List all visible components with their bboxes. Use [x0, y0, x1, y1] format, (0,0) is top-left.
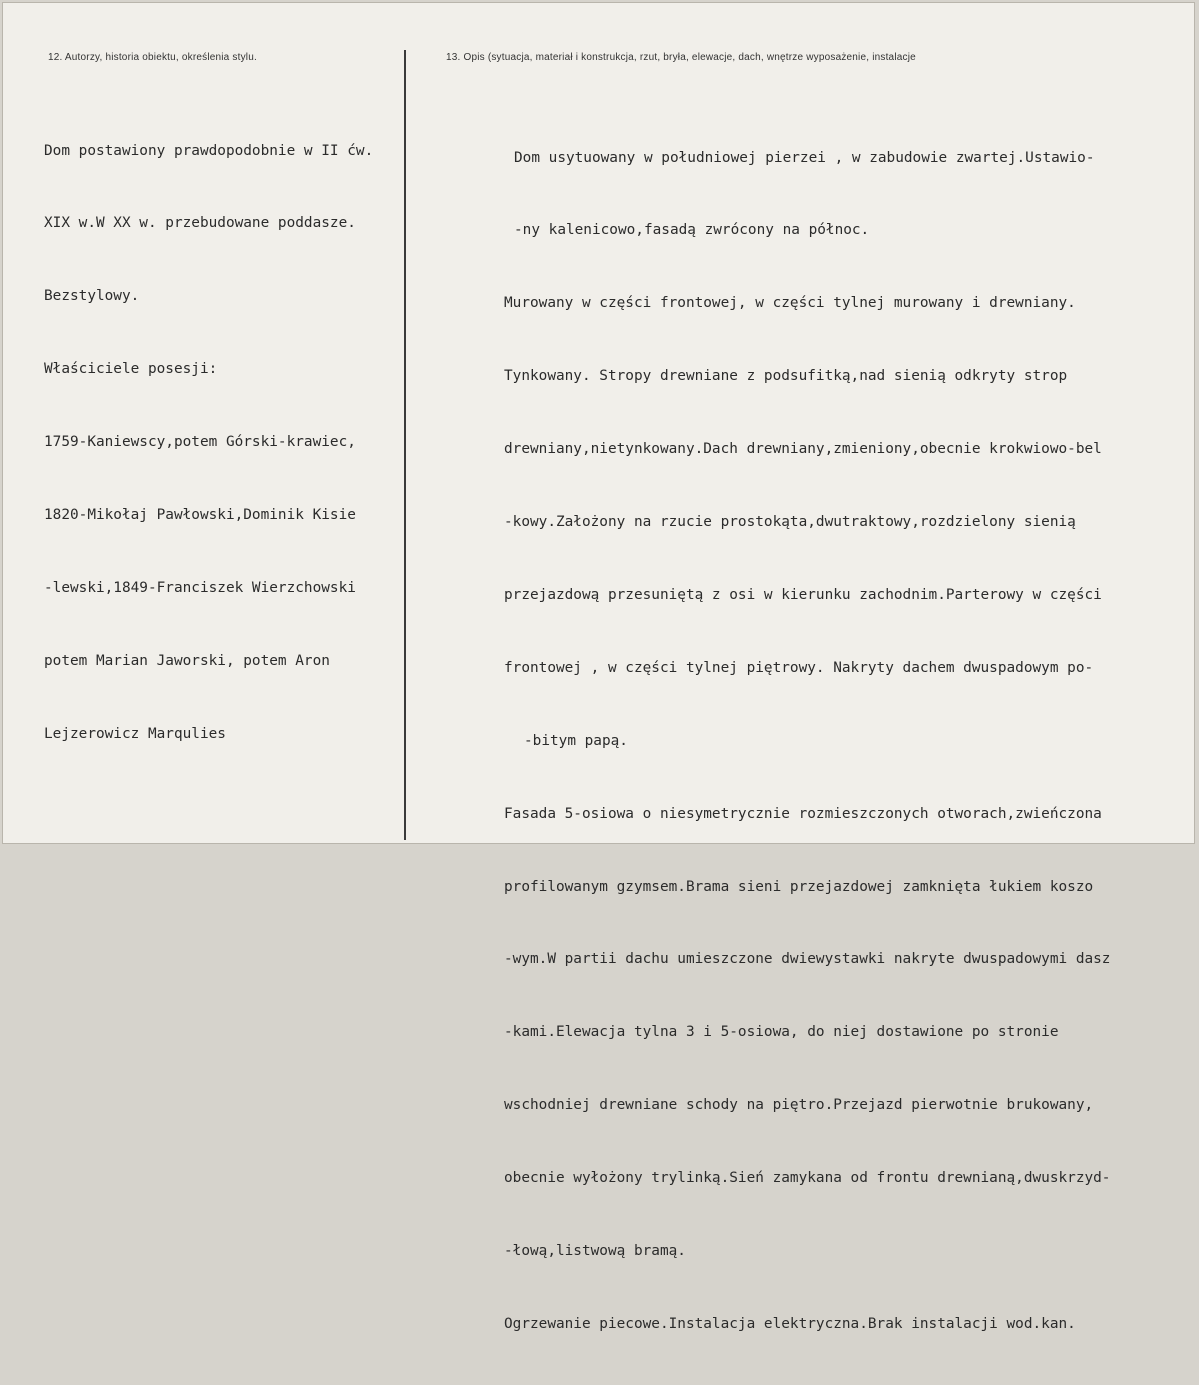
description-line: Murowany w części frontowej, w części tylnej murowany i drewniany.: [504, 295, 1076, 312]
description-line: przejazdową przesuniętą z osi w kierunku zachodnim.Parterowy w części: [504, 586, 1102, 603]
description-line: -ny kalenicowo,fasadą zwrócony na północ.: [514, 222, 870, 239]
description-line: Ogrzewanie piecowe.Instalacja elektryczna.Brak instalacji wod.kan.: [504, 1315, 1076, 1332]
description-line: -kowy.Założony na rzucie prostokąta,dwutraktowy,rozdzielony sienią: [504, 514, 1076, 531]
history-text: [44, 90, 373, 795]
section-13-header: 13. Opis (sytuacja, materiał i konstrukcja, rzut, bryła, elewacje, dach, wnętrze wyposażenie, instalacje: [446, 52, 916, 63]
history-line: Właściciele posesji:: [44, 361, 218, 378]
history-line: XIX w.W XX w. przebudowane poddasze.: [44, 215, 356, 232]
description-line: frontowej , w części tylnej piętrowy. Nakryty dachem dwuspadowym po-: [504, 659, 1094, 676]
history-line: 1820-Mikołaj Pawłowski,Dominik Kisie: [44, 507, 356, 524]
description-line: -kami.Elewacja tylna 3 i 5-osiowa, do niej dostawione po stronie: [504, 1024, 1059, 1041]
description-line: Fasada 5-osiowa o niesymetrycznie rozmieszczonych otworach,zwieńczona: [504, 805, 1102, 822]
history-line: 1759-Kaniewscy,potem Górski-krawiec,: [44, 434, 356, 451]
history-line: Lejzerowicz Marqulies: [44, 725, 226, 742]
description-line: -łową,listwową bramą.: [504, 1242, 686, 1259]
description-line: Tynkowany. Stropy drewniane z podsufitką,nad sienią odkryty strop: [504, 368, 1068, 385]
history-line: Dom postawiony prawdopodobnie w II ćw.: [44, 142, 374, 159]
description-line: Dom usytuowany w południowej pierzei , w zabudowie zwartej.Ustawio-: [514, 149, 1095, 166]
description-line: profilowanym gzymsem.Brama sieni przejazdowej zamknięta łukiem koszo: [504, 878, 1094, 895]
history-line: potem Marian Jaworski, potem Aron: [44, 652, 330, 669]
description-line: obecnie wyłożony trylinką.Sień zamykana od frontu drewnianą,dwuskrzyd-: [504, 1170, 1111, 1187]
description-line: -bitym papą.: [524, 732, 628, 749]
description-line: wschodniej drewniane schody na piętro.Przejazd pierwotnie brukowany,: [504, 1097, 1094, 1114]
section-12-header: 12. Autorzy, historia obiektu, określenia stylu.: [48, 52, 257, 63]
description-line: -wym.W partii dachu umieszczone dwiewystawki nakryte dwuspadowymi dasz: [504, 951, 1111, 968]
document-sheet: [2, 2, 1195, 1332]
description-line: drewniany,nietynkowany.Dach drewniany,zmieniony,obecnie krokwiowo-bel: [504, 441, 1102, 458]
description-text: [504, 97, 1110, 1385]
history-line: -lewski,1849-Franciszek Wierzchowski: [44, 579, 356, 596]
history-line: Bezstylowy.: [44, 288, 140, 305]
column-divider: [404, 50, 406, 840]
